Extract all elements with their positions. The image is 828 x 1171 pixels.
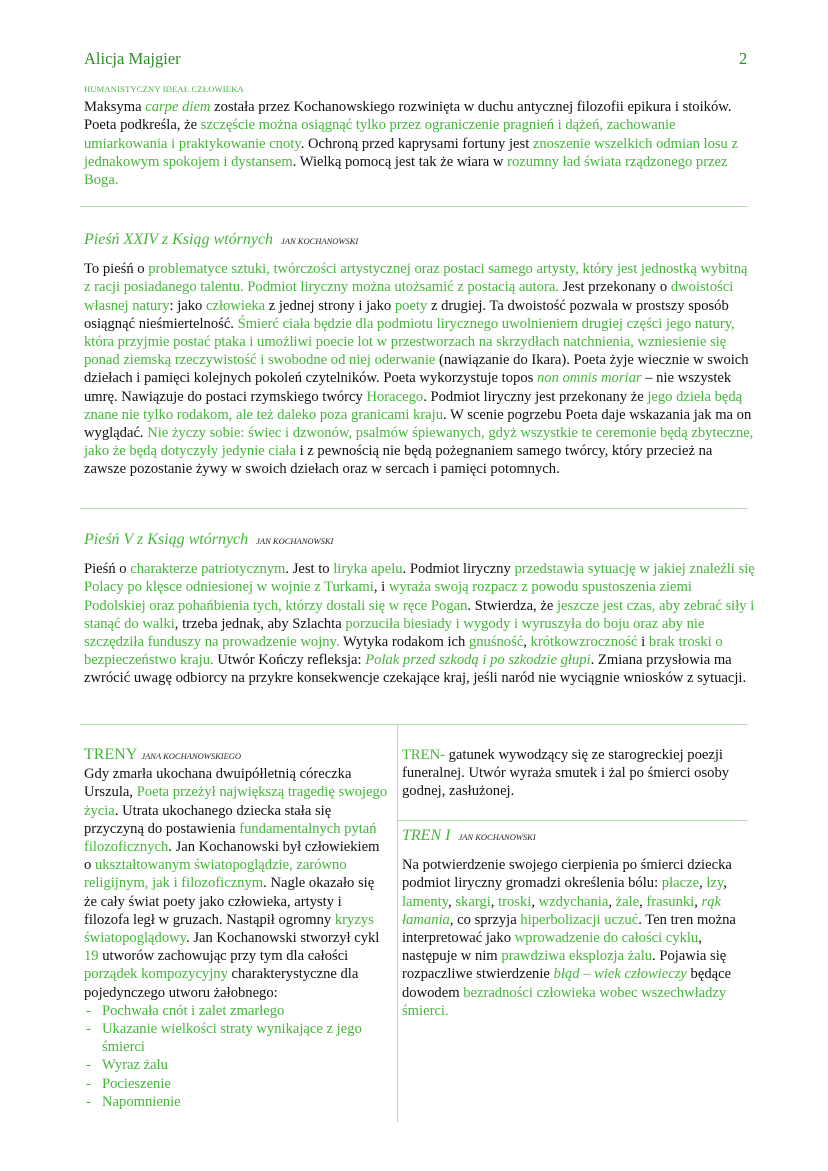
- list-item-text: Pocieszenie: [102, 1075, 171, 1092]
- text-segment: – nie wszystek umrę. Nawiązuje do postaci rzymskiego twórcy: [84, 370, 732, 405]
- list-item: [84, 1020, 390, 1056]
- highlighted-text: hiperbolizacji uczuć: [520, 911, 639, 928]
- divider: [397, 820, 748, 821]
- text-segment: , i: [373, 579, 389, 596]
- text-segment: Maksyma: [84, 99, 146, 116]
- highlighted-text: znoszenie wszelkich odmian losu z jednakowym spokojem i dystansem: [84, 135, 738, 170]
- dash-bullet-icon: -: [86, 1057, 91, 1074]
- text-segment: Pieśń o: [84, 561, 131, 578]
- highlighted-text: dwoistości własnej natury: [84, 279, 734, 314]
- title-author: JAN KOCHANOWSKI: [281, 236, 359, 246]
- highlighted-text: bezradności człowieka wobec wszechwładzy śmierci.: [402, 984, 727, 1019]
- title-text: TREN I: [402, 827, 451, 844]
- text-segment: , co sprzyja: [449, 911, 521, 928]
- section-label: HUMANISTYCZNY IDEAŁ CZŁOWIEKA: [84, 84, 244, 94]
- author-name: Alicja Majgier: [84, 49, 181, 68]
- text-segment: ,: [723, 875, 727, 892]
- highlighted-text: Horacego: [366, 388, 424, 405]
- highlighted-text: wyraża swoją rozpacz z powodu spustoszenia ziemi Podolskiej oraz pohańbienia tych, którzy dostali się w ręce Pogan: [84, 579, 692, 614]
- text-segment: ,: [694, 893, 702, 910]
- column-divider: [397, 724, 398, 1122]
- text-segment: i: [637, 634, 649, 651]
- highlighted-text: lamenty: [402, 893, 449, 910]
- paragraph: [84, 765, 390, 1002]
- dash-bullet-icon: -: [86, 1021, 91, 1038]
- text-segment: ,: [523, 634, 531, 651]
- highlighted-text: człowieka: [206, 297, 266, 314]
- highlighted-text: gnuśność: [468, 634, 524, 651]
- highlighted-text: żale: [615, 893, 640, 910]
- paragraph: [84, 98, 756, 189]
- highlighted-text: przedstawia sytuację w jakiej znaleźli się Polacy po klęsce odniesionej w wojnie z Turkami: [84, 561, 755, 596]
- composition-list: [84, 1002, 390, 1111]
- text-segment: . Podmiot liryczny: [402, 561, 515, 578]
- highlighted-text: skargi: [455, 893, 491, 910]
- list-item-text: Wyraz żalu: [102, 1057, 168, 1074]
- definition: [402, 747, 729, 799]
- text-segment: utworów zachowując przy tym dla całości: [98, 948, 349, 965]
- term: TREN-: [402, 747, 445, 763]
- list-item-text: Ukazanie wielkości straty wynikające z jego śmierci: [102, 1021, 362, 1056]
- text-segment: Utwór Kończy refleksja:: [213, 652, 366, 669]
- text-segment: ,: [490, 893, 499, 910]
- text-segment: z jednej strony i jako: [265, 297, 395, 314]
- highlighted-text: błąd – wiek człowieczy: [553, 966, 687, 983]
- paragraph: [402, 856, 752, 1020]
- text-segment: . W scenie pogrzebu Poeta daje wskazania jak ma on wyglądać.: [84, 406, 752, 442]
- section-title: [402, 827, 752, 846]
- highlighted-text: wzdychania: [538, 893, 609, 910]
- title-text: Pieśń V z Ksiąg wtórnych: [84, 531, 249, 548]
- text-segment: Wytyka rodakom ich: [339, 634, 469, 651]
- text-segment: . Wielką pomocą jest tak że wiara w: [292, 153, 508, 170]
- list-item: [84, 1093, 390, 1111]
- text-segment: ,: [639, 893, 647, 910]
- highlighted-text: porządek kompozycyjny: [84, 966, 228, 983]
- highlighted-text: ukształtowanym światopoglądzie, zarówno religijnym, jak i filozoficznym: [84, 857, 347, 892]
- title-author: JANA KOCHANOWSKIEGO: [141, 751, 242, 761]
- page-number: 2: [739, 49, 748, 68]
- divider: [80, 508, 748, 509]
- text-segment: została przez Kochanowskiego rozwinięta w duchu antycznej filozofii epikura i stoików. Poeta podkreśla, że: [84, 99, 732, 134]
- text-segment: . Jest to: [285, 561, 334, 578]
- text-segment: i z pewnością nie będą pożegnaniem samego twórcy, który przecież na zawsze pozostanie żywy w swoich dziełach oraz w sercach i pamięci potomnych.: [84, 443, 713, 478]
- text-segment: ,: [448, 893, 456, 910]
- highlighted-text: porzuciła biesiady i wygody i wyruszyła do boju oraz aby nie szczędziła funduszy na prowadzenie wojny.: [84, 615, 705, 651]
- section-title: [84, 531, 756, 550]
- text-segment: Jest przekonany o: [558, 279, 671, 296]
- paragraph: [402, 746, 752, 801]
- text-segment: gatunek wywodzący się ze starogreckiej poezji funeralnej. Utwór wyraża smutek i żal po śmierci osoby godnej, zasłużonej.: [402, 747, 730, 800]
- highlighted-text: rozumny ład świata rządzonego przez Boga: [84, 153, 728, 189]
- highlighted-text: Nie życzy sobie: świec i dzwonów, psalmów śpiewanych, gdyż wszystkie te ceremonie będą zbyteczne, jako że będą dotyczyły jedynie ciała: [84, 425, 754, 460]
- list-item: [84, 1056, 390, 1074]
- highlighted-text: kryzys światopoglądowy: [84, 911, 374, 947]
- text-segment: , następuje w nim: [402, 930, 702, 965]
- section-tren-i: [402, 827, 752, 1020]
- section-piesn-xxiv: [84, 231, 756, 479]
- highlighted-text: brak troski o bezpieczeństwo kraju.: [84, 634, 723, 669]
- highlighted-text: płacze: [661, 875, 700, 892]
- highlighted-text: Poeta przeżył największą tragedię swojego życia: [84, 784, 388, 819]
- text-segment: . Ochroną przed kaprysami fortuny jest: [300, 135, 533, 152]
- section-title: [84, 231, 756, 250]
- divider: [80, 206, 748, 207]
- title-author: JAN KOCHANOWSKI: [256, 536, 334, 546]
- text-segment: . Jan Kochanowski stworzył cykl: [186, 930, 380, 947]
- highlighted-text: troski: [498, 893, 532, 910]
- text-segment: . Podmiot liryczny jest przekonany że: [423, 388, 648, 405]
- text-segment: ,: [531, 893, 539, 910]
- section-title: [84, 746, 390, 765]
- dash-bullet-icon: -: [86, 1075, 91, 1092]
- text-segment: (nawiązanie do Ikara). Poeta żyje wiecznie w swoich dziełach i pamięci kolejnych pokoleń czytelników. Poeta wykorzystuje topos: [84, 352, 749, 387]
- highlighted-text: krótkowzroczność: [530, 634, 638, 651]
- text-segment: z drugiej. Ta dwoistość pozwala w prostszy sposób osiągnąć nieśmiertelność.: [84, 297, 729, 332]
- title-text: TRENY: [84, 746, 138, 763]
- title-text: Pieśń XXIV z Ksiąg wtórnych: [84, 231, 274, 248]
- text-segment: Gdy zmarła ukochana dwuipółletnią córeczka Urszula,: [84, 766, 352, 801]
- list-item-text: Pochwała cnót i zalet zmarłego: [102, 1002, 285, 1019]
- divider: [80, 724, 748, 725]
- text-segment: . Jan Kochanowski był człowiekiem o: [84, 839, 380, 874]
- title-author: JAN KOCHANOWSKI: [458, 832, 536, 842]
- paragraph: [84, 260, 756, 478]
- highlighted-text: charakterze patriotycznym: [130, 561, 286, 578]
- highlighted-text: poety: [394, 297, 428, 314]
- text-segment: . Stwierdza, że: [467, 597, 557, 614]
- highlighted-text: jeszcze jest czas, aby zebrać siły i stanąć do walki: [84, 597, 755, 632]
- highlighted-text: łzy: [706, 875, 724, 892]
- text-segment: To pieśń o: [84, 261, 149, 278]
- section-humanism: [84, 80, 756, 189]
- text-segment: , trzeba jednak, aby Szlachta: [174, 615, 346, 632]
- text-segment: . Ten tren można interpretować jako: [402, 911, 736, 947]
- dash-bullet-icon: -: [86, 1002, 91, 1019]
- text-segment: Na potwierdzenie swojego cierpienia po śmierci dziecka podmiot liryczny gromadzi określenia bólu:: [402, 857, 732, 892]
- highlighted-text: problematyce sztuki, twórczości artystycznej oraz postaci samego artysty, który jest jednostką wybitną z racji posiadanego talentu. Podmiot liryczny można utożsamić z postacią autora.: [84, 261, 748, 296]
- text-segment: będące dowodem: [402, 966, 732, 1001]
- highlighted-text: wprowadzenie do całości cyklu: [514, 930, 699, 947]
- section-treny: [84, 746, 390, 1111]
- list-item: [84, 1075, 390, 1093]
- section-tren-definition: [402, 746, 752, 801]
- highlighted-text: liryka apelu: [333, 561, 403, 578]
- highlighted-text: frasunki: [646, 893, 695, 910]
- text-segment: : jako: [169, 297, 206, 314]
- text-segment: ,: [608, 893, 616, 910]
- text-segment: ,: [699, 875, 707, 892]
- highlighted-text: .: [114, 172, 119, 189]
- highlighted-text: Polak przed szkodą i po szkodzie głupi: [365, 652, 591, 669]
- text-segment: charakterystyczne dla pojedynczego utworu żałobnego:: [84, 966, 359, 1001]
- section-piesn-v: [84, 531, 756, 688]
- text-segment: . Pojawia się rozpaczliwe stwierdzenie: [402, 948, 727, 983]
- highlighted-text: prawdziwa eksplozja żalu: [501, 948, 653, 965]
- text-segment: . Nagle okazało się że cały świat poety jako człowieka, artysty i filozofa legł w gruzach. Nastąpił ogromny: [84, 875, 375, 928]
- text-segment: . Utrata ukochanego dziecka stała się przyczyną do postawienia: [84, 802, 332, 837]
- list-item-text: Napomnienie: [102, 1093, 181, 1110]
- highlighted-text: fundamentalnych pytań filozoficznych: [84, 820, 377, 856]
- text-segment: . Zmiana przysłowia ma zwrócić uwagę odbiorcy na przykre konsekwencje czekające kraj, jeśli naród nie wyciągnie wniosków z sytuacji.: [84, 652, 747, 687]
- highlighted-text: rąk łamania: [402, 893, 721, 928]
- dash-bullet-icon: -: [86, 1093, 91, 1110]
- highlighted-text: szczęście można osiągnąć tylko przez ograniczenie pragnień i dążeń, zachowanie umiarkowania i praktykowanie cnoty: [84, 117, 676, 152]
- highlighted-text: carpe diem: [145, 99, 211, 116]
- highlighted-text: jego dzieła będą znane nie tylko rodakom, ale też daleko poza granicami kraju: [84, 388, 743, 423]
- highlighted-text: Śmierć ciała będzie dla podmiotu lirycznego uwolnieniem drugiej części jego natury, która przyjmie postać ptaka i umożliwi poecie lot w przestworzach na skrzydłach natchnienia, wzniesienie się ponad ziemską rzeczywistość i swobodne od niej oderwanie: [84, 315, 735, 369]
- highlighted-text: non omnis moriar: [536, 370, 642, 387]
- highlighted-text: 19: [84, 948, 99, 965]
- paragraph: [84, 560, 756, 687]
- list-item: [84, 1002, 390, 1020]
